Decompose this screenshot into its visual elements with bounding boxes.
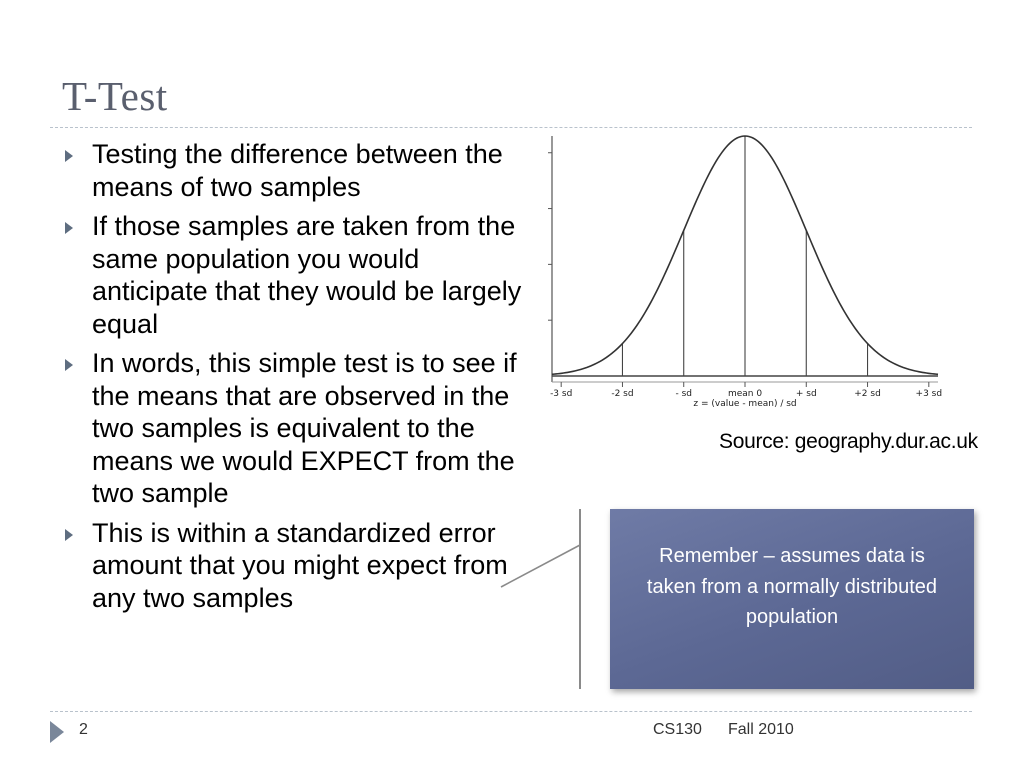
page-number: 2: [79, 721, 88, 738]
callout-text: Remember – assumes data is taken from a normally distributed population: [646, 545, 938, 629]
bullet-arrow-icon: [65, 150, 73, 162]
footer-course: CS130: [653, 721, 702, 738]
bullet-arrow-icon: [65, 529, 73, 541]
x-tick-label: mean 0: [727, 389, 763, 399]
x-tick-label: - sd: [675, 389, 692, 399]
bullet-arrow-icon: [65, 222, 73, 234]
x-tick-label: -2 sd: [611, 389, 634, 399]
bullet-item: [62, 138, 532, 203]
x-tick-label: -3 sd: [550, 389, 573, 399]
bullet-text: In words, this simple test is to see if the means that are observed in the two samples is equivalent to the means we would EXPECT from the two sample: [92, 348, 517, 508]
bullet-text: If those samples are taken from the same population you would anticipate that they would be largely equal: [92, 211, 522, 339]
bullet-arrow-icon: [65, 359, 73, 371]
slide-nav-arrow-icon[interactable]: [50, 721, 64, 743]
x-tick-label: +2 sd: [854, 389, 881, 399]
bullet-text: Testing the difference between the means of two samples: [92, 139, 503, 202]
bullet-item: [62, 517, 532, 615]
x-tick-label: +3 sd: [915, 389, 943, 399]
footer-term: Fall 2010: [728, 721, 794, 738]
callout-pointer-line: [501, 545, 580, 587]
callout-box: [610, 509, 974, 689]
bullet-item: [62, 210, 532, 340]
x-axis-label: z = (value - mean) / sd: [693, 399, 797, 409]
normal-distribution-chart: [540, 128, 950, 418]
slide-title: T-Test: [62, 73, 168, 119]
callout-connector: [495, 505, 587, 695]
bullet-text: This is within a standardized error amount that you might expect from any two samples: [92, 517, 508, 613]
bullet-item: [62, 347, 532, 510]
bullet-list: [62, 138, 532, 621]
footer-divider: [50, 711, 972, 712]
source-caption: Source: geography.dur.ac.uk: [719, 430, 978, 453]
x-tick-label: + sd: [795, 389, 817, 399]
